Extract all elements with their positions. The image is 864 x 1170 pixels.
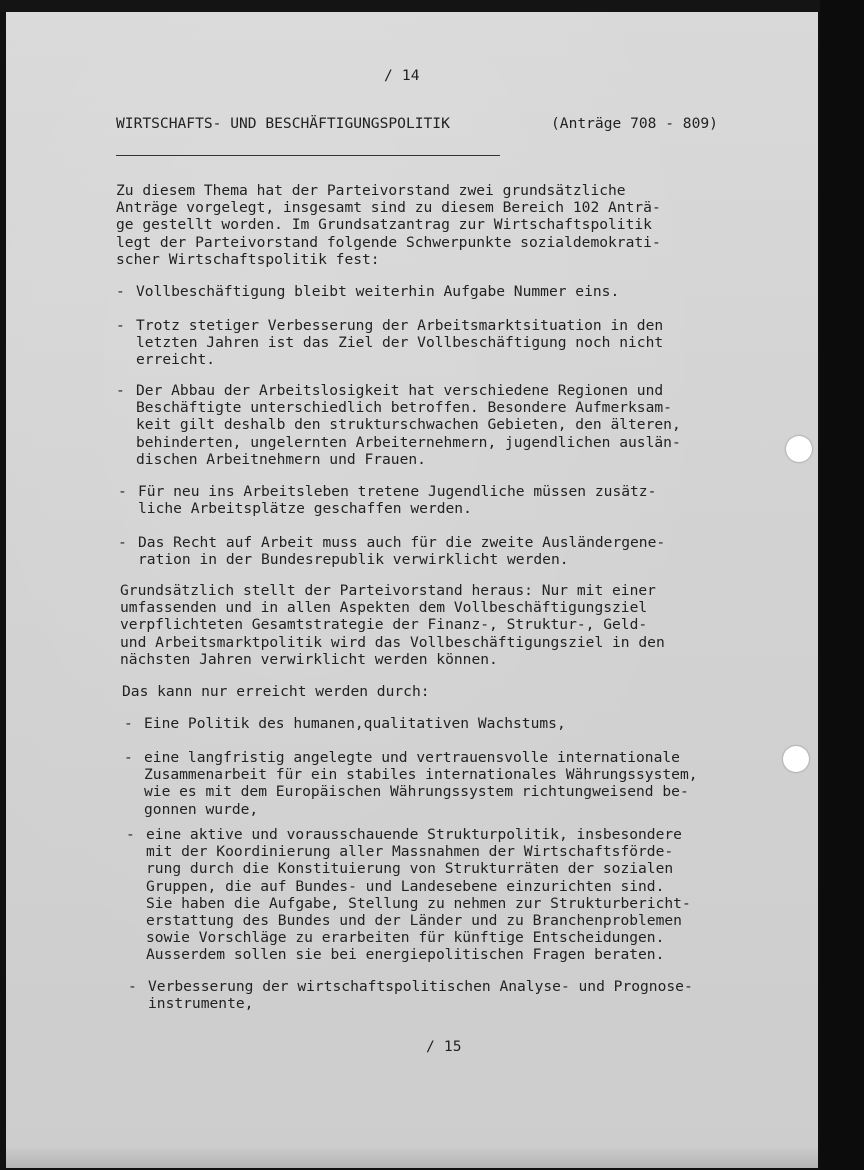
page-number-bottom: / 15 xyxy=(426,1038,462,1055)
text-line: erreicht. xyxy=(136,351,216,369)
text-line: Das kann nur erreicht werden durch: xyxy=(122,683,430,700)
list-dash: - xyxy=(118,534,127,551)
text-line: Für neu ins Arbeitsleben tretene Jugendliche müssen zusätz- xyxy=(138,483,657,500)
text-line: Sie haben die Aufgabe, Stellung zu nehmen zur Strukturbericht- xyxy=(146,894,691,912)
scan-border-top xyxy=(0,0,864,12)
text-line: nächsten Jahren verwirklicht werden können. xyxy=(120,650,498,668)
section-heading-range: (Anträge 708 - 809) xyxy=(551,115,718,132)
list-dash: - xyxy=(116,382,125,399)
text-line: keit gilt deshalb den strukturschwachen Gebieten, den älteren, xyxy=(136,416,681,434)
text-line: verpflichteten Gesamtstrategie der Finanz-, Struktur-, Geld- xyxy=(120,616,648,634)
text-line: Verbesserung der wirtschaftspolitischen Analyse- und Prognose- xyxy=(148,978,693,995)
text-line: eine langfristig angelegte und vertrauensvolle internationale xyxy=(144,749,680,766)
text-line: Gruppen, die auf Bundes- und Landesebene einzurichten sind. xyxy=(146,877,665,895)
text-line: mit der Koordinierung aller Massnahmen der Wirtschaftsförde- xyxy=(146,843,674,861)
text-line: Vollbeschäftigung bleibt weiterhin Aufgabe Nummer eins. xyxy=(136,283,620,300)
list-dash: - xyxy=(124,715,133,732)
list-dash: - xyxy=(124,749,133,766)
text-line: ge gestellt worden. Im Grundsatzantrag zur Wirtschaftspolitik xyxy=(116,216,652,234)
list-dash: - xyxy=(128,978,137,995)
text-line: legt der Parteivorstand folgende Schwerpunkte sozialdemokrati- xyxy=(116,233,661,251)
text-line: Trotz stetiger Verbesserung der Arbeitsmarktsituation in den xyxy=(136,317,664,334)
text-line: Beschäftigte unterschiedlich betroffen. Besondere Aufmerksam- xyxy=(136,399,672,417)
list-dash: - xyxy=(118,483,127,500)
text-line: Das Recht auf Arbeit muss auch für die zweite Ausländergene- xyxy=(138,534,666,551)
text-line: liche Arbeitsplätze geschaffen werden. xyxy=(138,500,472,518)
text-line: wie es mit dem Europäischen Währungssystem richtungweisend be- xyxy=(144,783,689,801)
text-line: instrumente, xyxy=(148,995,254,1013)
text-line: gonnen wurde, xyxy=(144,800,259,818)
text-line: behinderten, ungelernten Arbeiternehmern, jugendlichen auslän- xyxy=(136,433,681,451)
summary-paragraph xyxy=(120,582,665,668)
punch-hole xyxy=(786,436,812,462)
text-line: Der Abbau der Arbeitslosigkeit hat verschiedene Regionen und xyxy=(136,382,664,399)
intro-paragraph xyxy=(116,182,661,268)
text-line: Zusammenarbeit für ein stabiles internationales Währungssystem, xyxy=(144,766,698,784)
text-line: ration in der Bundesrepublik verwirklicht werden. xyxy=(138,551,569,569)
text-line: Ausserdem sollen sie bei energiepolitischen Fragen beraten. xyxy=(146,946,665,964)
list-dash: - xyxy=(116,283,125,300)
section-heading: WIRTSCHAFTS- UND BESCHÄFTIGUNGSPOLITIK xyxy=(116,115,450,132)
list-dash: - xyxy=(126,826,135,843)
text-line: scher Wirtschaftspolitik fest: xyxy=(116,250,380,268)
text-line: und Arbeitsmarktpolitik wird das Vollbeschäftigungsziel in den xyxy=(120,633,665,651)
heading-underline xyxy=(116,155,500,156)
text-line: erstattung des Bundes und der Länder und zu Branchenproblemen xyxy=(146,912,682,930)
text-line: Grundsätzlich stellt der Parteivorstand heraus: Nur mit einer xyxy=(120,582,656,599)
text-line: dischen Arbeitnehmern und Frauen. xyxy=(136,450,426,468)
scan-border-right xyxy=(820,0,864,1170)
page-number-top: / 14 xyxy=(384,67,420,84)
list-dash: - xyxy=(116,317,125,334)
lead-in-text xyxy=(122,683,430,700)
text-line: rung durch die Konstituierung von Strukturräten der sozialen xyxy=(146,860,674,878)
text-line: letzten Jahren ist das Ziel der Vollbeschäftigung noch nicht xyxy=(136,334,664,352)
text-line: Eine Politik des humanen,qualitativen Wachstums, xyxy=(144,715,566,732)
punch-hole xyxy=(783,746,809,772)
text-line: eine aktive und vorausschauende Strukturpolitik, insbesondere xyxy=(146,826,682,843)
text-line: sowie Vorschläge zu erarbeiten für künftige Entscheidungen. xyxy=(146,929,665,947)
text-line: Anträge vorgelegt, insgesamt sind zu diesem Bereich 102 Anträ- xyxy=(116,199,661,217)
text-line: Zu diesem Thema hat der Parteivorstand zwei grundsätzliche xyxy=(116,182,626,199)
document-page xyxy=(6,12,818,1168)
text-line: umfassenden und in allen Aspekten dem Vollbeschäftigungsziel xyxy=(120,599,648,617)
